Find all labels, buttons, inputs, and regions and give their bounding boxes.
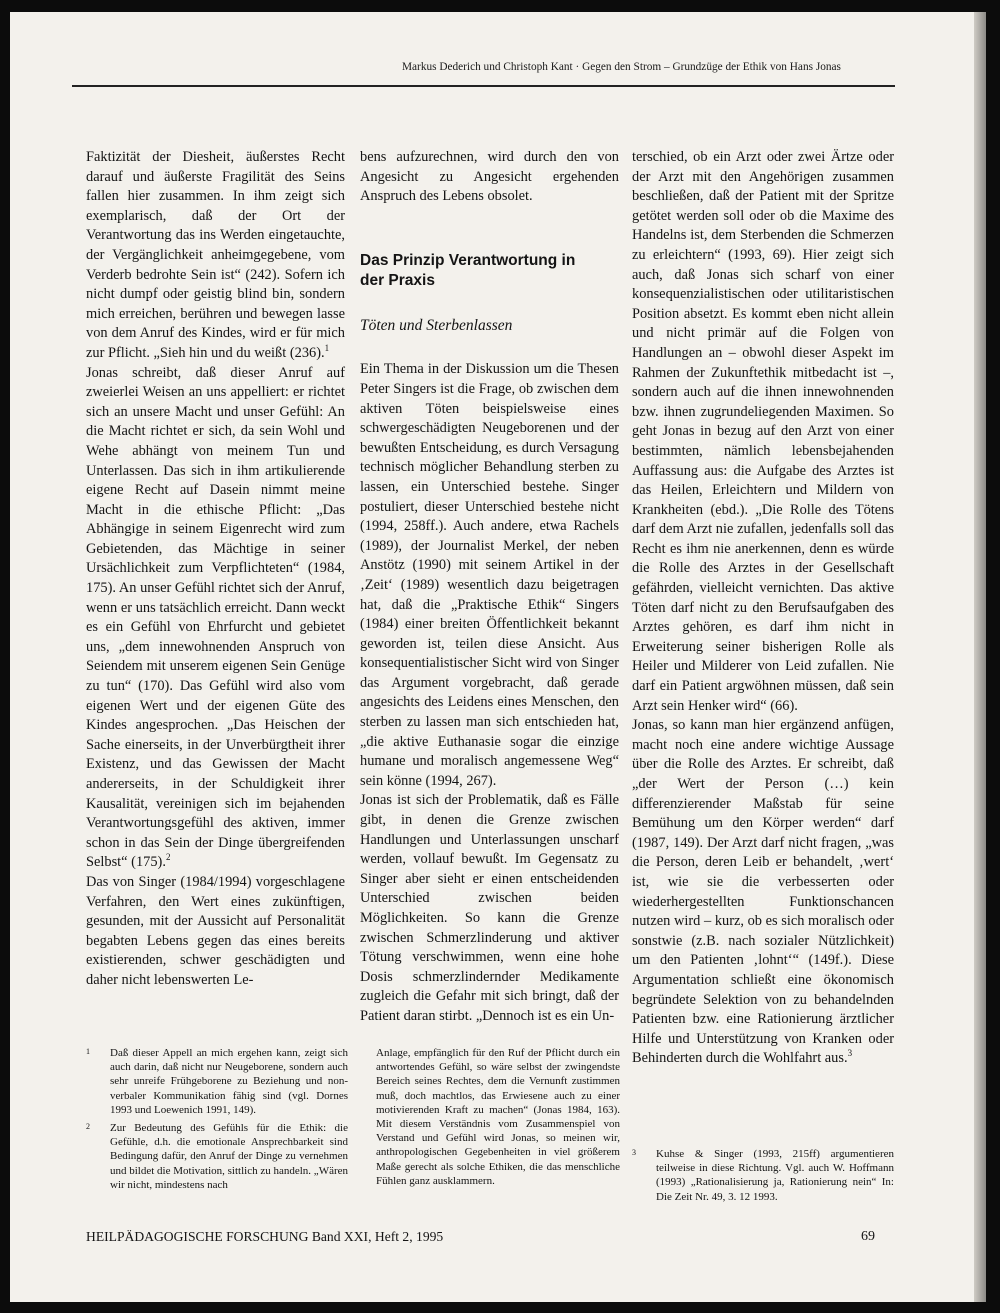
footnote-ref: 2 <box>165 852 171 863</box>
page-edge <box>974 12 986 1302</box>
footnote <box>86 1046 348 1117</box>
text-column-middle <box>360 148 619 1027</box>
footnote-continuation: Anlage, empfänglich für den Ruf der Pflicht durch ein antwortendes Gefühl, so wäre selbst der zwingendste Bereich seines Rechtes, dem die Vernunft zustimmen muß, doch machtlos, das Erwiesene auch zu einer motivierenden Kraft zu machen“ (Jonas 1984, 163). Mit diesem Verständnis vom Zusammenspiel von Verstand und Gefühl wird Jonas, so meinen wir, anthropologischen Gegebenheiten in viel größerem Maße gerecht als solche Ethiken, die das menschliche Fühlen ganz ausklammern. <box>376 1047 620 1187</box>
footnote-ref: 3 <box>847 1048 853 1059</box>
paragraph-text: Jonas, so kann man hier ergänzend anfügen, macht noch eine andere wichtige Aussage über die Rolle des Arztes. Er schreibt, daß „der Wert der Person (…) kein differenzierender Maßstab für seine Bemühung um den Körper werden“ darf (1987, 149). Der Arzt darf nicht fragen, „was die Person, deren Leib er behandelt, ‚wert‘ ist, wie sie die verbesserten oder wiederhergestellten Funktionschancen nutzen wird – kurz, ob es sich moralisch oder sonstwie (z.B. nach sozialer Nützlichkeit) um den Patienten ‚lohnt‘“ (149f.). Diese Argumentation schließt eine ökonomisch begründete Selektion von zu behandelnden Patienten bzw. eine Rationierung ärztlicher Hilfe und Unterstützung von Kranken oder Behinderten durch die Wohlfahrt aus. <box>632 717 894 1067</box>
footnotes-left <box>86 1046 348 1196</box>
journal-footer: HEILPÄDAGOGISCHE FORSCHUNG Band XXI, Heft 2, 1995 <box>86 1229 444 1244</box>
footnotes-right <box>632 1147 894 1208</box>
footnote-number: 3 <box>632 1148 636 1157</box>
header-rule <box>72 85 895 87</box>
paragraph: Das von Singer (1984/1994) vorgeschlagene Verfahren, den Wert eines zukünftigen, gesunden, mit der Aussicht auf Personalität begabten Lebens gegen das eines bereits existierenden, schwer geschädigten und daher nicht lebenswerten Le- <box>86 873 345 988</box>
paragraph <box>86 364 345 873</box>
subsection-heading: Töten und Sterbenlassen <box>360 316 513 334</box>
paragraph-text: Jonas schreibt, daß dieser Anruf auf zweierlei Weisen an uns appelliert: er richtet sich an unsere Macht und unser Gefühl: An die Macht richtet er sich, da sein Wohl und Wehe abhängt von meinem Tun und Unterlassen. Das sich in ihm artikulierende eigene Recht auf Dasein nimmt meine Macht in die ethische Pflicht: „Das Abhängige in seinem Eigenrecht wird zum Gebietenden, das Mächtige in seiner Ursächlichkeit zum Verpflichteten“ (1984, 175). An unser Gefühl richtet sich der Anruf, wenn er uns tatsächlich erreicht. Dann weckt es ein Gefühl von Ehrfurcht und gebietet uns, „dem innewohnenden Anspruch von Seiendem mit unserem eigenen Sein Genüge zu tun“ (170). Das Gefühl wird also vom eigenen Wert und der eigenen Güte des Kindes angesprochen. „Das Heischen der Sache einerseits, in der Unverbürgtheit ihrer Existenz, und das Gewissen der Macht andererseits, in der Schuldigkeit ihrer Kausalität, vereinigen sich im bejahenden Verantwortungsgefühl des aktiven, immer schon in das Sein der Dinge übergreifenden Selbst“ (175). <box>86 364 345 871</box>
footnote-ref: 1 <box>324 343 330 354</box>
paragraph: Jonas ist sich der Problematik, daß es Fälle gibt, in denen die Grenze zwischen Handlungen und Unterlassungen unscharf werden, vollauf bewußt. Im Gegensatz zu Singer aber sieht er einen entscheidenden Unterschied zwischen beiden Möglichkeiten. So kann die Grenze zwischen Schmerzlinderung und aktiver Tötung verschwimmen, wenn eine hohe Dosis schmerzlindernder Medikamente zugleich die Gefahr mit sich bringt, daß der Patient daran stirbt. „Dennoch ist es ein Un- <box>360 792 619 1024</box>
page-number: 69 <box>861 1229 875 1244</box>
paragraph <box>86 148 345 364</box>
paragraph: terschied, ob ein Arzt oder zwei Ärtze oder der Arzt mit den Angehörigen zusammen beschließen, daß der Patient mit der Spritze getötet werden soll oder ob die Maxime des Handelns ist, dem Sterbenden die Schmerzen zu erleichtern“ (1993, 69). Hier zeigt sich auch, daß Jonas sich scharf von einer konsequenzialistischen oder utilitaristischen Position absetzt. Es kommt eben nicht allein und nicht primär auf die Folgen von Handlungen an – obwohl dieser Aspekt im Rahmen der Zukunftethik mitbedacht ist –, sondern auch auf die ihnen innewohnenden bzw. ihnen zugrundeliegenden Maximen. So geht Jonas in bezug auf den Arzt von einer bestimmten, nämlich lebensbejahenden Auffassung aus: die Aufgabe des Arztes ist das Heilen, Erleichtern und Mildern von Krankheiten (ebd.). „Die Rolle des Tötens darf dem Arzt nie zufallen, jedenfalls soll das Recht es ihm nie anerkennen, denn es würde die Rolle des Arztes in der Gesellschaft gefährden, vielleicht vernichten. Das aktive Töten darf nicht zu den Berufsaufgaben des Arztes gehören, es darf ihm nicht in Erweiterung seiner bisherigen Rolle als Heiler und Milderer von Leid zufallen. Nie darf ein Patient argwöhnen müssen, daß sein Arzt sein Henker wird“ (66). <box>632 149 894 714</box>
paragraph: bens aufzurechnen, wird durch den von Angesicht zu Angesicht ergehenden Anspruch des Lebens obsolet. <box>360 149 619 205</box>
footnote-text: Zur Bedeutung des Gefühls für die Ethik: die Gefühle, d.h. die emotionale Ansprechbarkeit sind Bedingung dafür, den Anruf der Dinge zu vernehmen und bildet die Motivation, sittlich zu handeln. „Wären wir nicht, mindestens nach <box>110 1122 348 1191</box>
text-column-right <box>632 148 894 1069</box>
paragraph-text: Faktizität der Diesheit, äußerstes Recht darauf und äußerste Fragilität des Seins fallen hier zusammen. In ihm zeigt sich exemplarisch, daß der Ort der Verantwortung das ins Werden eingetauchte, der Vergänglichkeit anheimgegebene, vom Verderb bedrohte Sein ist“ (242). Sofern ich nicht dumpf oder geistig blind bin, sondern mich erreichen, berühren und bewegen lasse von dem Anruf des Kindes, wird er für mich zur Pflicht. „Sieh hin und du weißt (236). <box>86 149 345 361</box>
footnote <box>86 1121 348 1192</box>
footnote-text: Kuhse & Singer (1993, 215ff) argumentieren teilweise in diese Richtung. Vgl. auch W. Hoffmann (1993) „Rationalisierung ja, Rationierung nein“ In: Die Zeit Nr. 49, 3. 12 1993. <box>656 1148 894 1203</box>
footnote-number: 1 <box>86 1047 90 1056</box>
text-column-left <box>86 148 345 991</box>
paragraph <box>632 716 894 1069</box>
running-head: Markus Dederich und Christoph Kant · Gegen den Strom – Grundzüge der Ethik von Hans Jonas <box>402 61 841 73</box>
footnote-text: Daß dieser Appell an mich ergehen kann, zeigt sich auch darin, daß nicht nur Neugeborene, sondern auch sehr unreife Frühgeborene zu Beziehung und non-verbaler Kommunikation fähig sind (vgl. Dornes 1993 und Loewenich 1991, 149). <box>110 1047 348 1116</box>
section-heading: Das Prinzip Verantwortung in der Praxis <box>360 251 576 289</box>
footnote <box>632 1147 894 1204</box>
paragraph: Ein Thema in der Diskussion um die Thesen Peter Singers ist die Frage, ob zwischen dem aktiven Töten beispielsweise eines schwergeschädigten Neugeborenen und der bewußten Entscheidung, es durch Versagung technisch möglicher Behandlung sterben zu lassen, ein Unterschied bestehe. Singer postuliert, dieser Unterschied bestehe nicht (1994, 258ff.). Auch andere, etwa Rachels (1989), der Journalist Merkel, der neben Anstötz (1990) mit seinem Artikel in der ‚Zeit‘ (1989) wesentlich dazu beigetragen hat, daß die „Praktische Ethik“ Singers (1984) einer breiten Öffentlichkeit bekannt geworden ist, teilen diese Ansicht. Aus konsequentialistischer Sicht wird von Singer das Argument vorgebracht, daß gerade angesichts des Leidens eines Menschen, den sterben zu lassen man sich entschieden hat, „die aktive Euthanasie sogar die einzige humane und moralisch angemessene Weg“ sein könne (1994, 267). <box>360 361 619 789</box>
footnote-number: 2 <box>86 1122 90 1132</box>
